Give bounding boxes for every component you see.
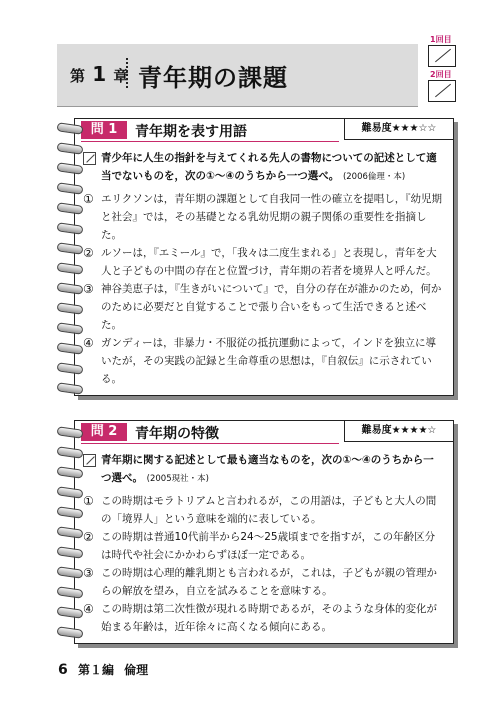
question-body	[83, 451, 443, 636]
title-underline	[81, 443, 339, 444]
option-text: ルソーは，『エミール』で，「我々は二度生まれる」と表現し，青年を大人と子どもの中間の存在と位置づけ，青年期の若者を境界人と呼んだ。	[101, 247, 437, 277]
answer-option[interactable]	[83, 244, 443, 280]
difficulty-badge: 難易度★★★☆☆	[344, 118, 454, 140]
option-number: ①	[83, 494, 94, 508]
chapter-label-pre: 第	[70, 67, 87, 85]
option-number: ③	[83, 282, 94, 296]
chapter-rule	[57, 106, 418, 107]
answer-option[interactable]	[83, 280, 443, 334]
question-source: (2005現社・本)	[146, 474, 209, 484]
option-text: この時期はモラトリアムと言われるが，この用語は，子どもと大人の間の「境界人」という意味を端的に表している。	[101, 495, 437, 525]
check-label-1: 1回目	[430, 35, 452, 44]
answer-option[interactable]	[83, 190, 443, 244]
question-prompt	[83, 451, 443, 488]
checkbox-icon[interactable]	[83, 152, 96, 165]
option-text: この時期は第二次性徴が現れる時期であるが，そのような身体的変化が始まる年齢は，近年徐々に高くなる傾向にある。	[101, 603, 437, 633]
chapter-separator	[126, 58, 128, 88]
check-box-2[interactable]	[428, 80, 456, 102]
question-card-2	[74, 420, 454, 644]
question-title: 青年期の特徴	[135, 426, 219, 442]
chapter-number-digit: 1	[92, 62, 108, 86]
answer-option[interactable]	[83, 600, 443, 636]
question-title: 青年期を表す用語	[135, 124, 247, 140]
prompt-text: 青少年に人生の指針を与えてくれる先人の書物についての記述として適当でないものを，次の①～④のうちから一つ選べ。	[101, 152, 437, 182]
option-number: ④	[83, 336, 94, 350]
option-text: 神谷美恵子は，『生きがいについて』で，自分の存在が誰かのため，何かのために必要だと自覚することで張り合いをもって生活できると述べた。	[101, 283, 442, 331]
answer-option[interactable]	[83, 528, 443, 564]
option-text: この時期は普通10代前半から24～25歳頃までを指すが，この年齢区分は時代や社会にかかわらずほぼ一定である。	[101, 531, 436, 561]
option-text: この時期は心理的離乳期とも言われるが，これは，子どもが親の管理からの解放を望み，自立を試みることを意味する。	[101, 567, 437, 597]
page-footer	[58, 661, 148, 678]
answer-option[interactable]	[83, 492, 443, 528]
checkbox-icon[interactable]	[83, 454, 96, 467]
question-number: 問 2	[81, 423, 127, 441]
title-underline	[81, 141, 339, 142]
option-number: ③	[83, 566, 94, 580]
prompt-text: 青年期に関する記述として最も適当なものを，次の①～④のうちから一つ選べ。	[101, 454, 434, 484]
option-number: ④	[83, 602, 94, 616]
chapter-label-post: 章	[113, 67, 130, 85]
question-number: 問 1	[81, 121, 127, 139]
option-text: エリクソンは，青年期の課題として自我同一性の確立を提唱し，『幼児期と社会』では，その基礎となる乳幼児期の親子関係の重要性を指摘した。	[101, 193, 443, 241]
option-text: ガンディーは，非暴力・不服従の抵抗運動によって，インドを独立に導いたが，その実践の記録と生命尊重の思想は，『自叙伝』に示されている。	[101, 337, 436, 385]
option-number: ②	[83, 530, 94, 544]
chapter-title: 青年期の課題	[138, 64, 288, 92]
chapter-number	[70, 62, 129, 86]
question-prompt	[83, 149, 443, 186]
option-number: ①	[83, 192, 94, 206]
question-body	[83, 149, 443, 388]
answer-option[interactable]	[83, 564, 443, 600]
footer-part: 第１編	[77, 663, 114, 677]
check-box-1[interactable]	[428, 45, 456, 67]
answer-option[interactable]	[83, 334, 443, 388]
difficulty-badge: 難易度★★★★☆	[344, 420, 454, 442]
page-number: 6	[58, 662, 68, 678]
footer-subject: 倫理	[124, 663, 149, 677]
option-number: ②	[83, 246, 94, 260]
question-card-1	[74, 118, 454, 396]
question-source: (2006倫理・本)	[342, 172, 406, 182]
check-label-2: 2回目	[430, 70, 452, 79]
